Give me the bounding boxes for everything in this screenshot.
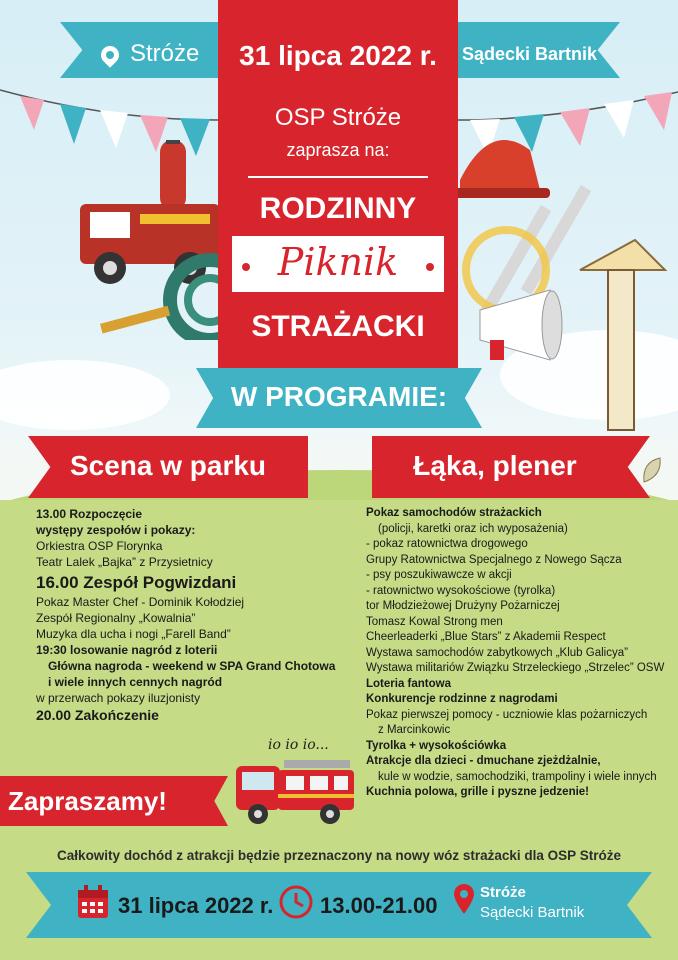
program-item: Loteria fantowa: [366, 677, 451, 690]
program-item: w przerwach pokazy iluzjonisty: [36, 691, 201, 705]
program-item: Pokaz Master Chef - Dominik Kołodziej: [36, 595, 245, 609]
leaf-icon: [640, 456, 664, 486]
section-title-left: Scena w parku: [69, 450, 267, 481]
section-title-right: Łąka, plener: [413, 450, 577, 481]
fire-truck-illustration: [70, 140, 230, 340]
program-item: 20.00 Zakończenie: [36, 707, 159, 723]
footer-date: 31 lipca 2022 r.: [118, 893, 274, 918]
program-item: Orkiestra OSP Florynka: [36, 539, 163, 553]
firefighter-gear-illustration: [450, 110, 678, 440]
truck-sound-text: io io io...: [268, 737, 329, 753]
location-pin-icon: [452, 882, 476, 916]
program-item: Zespół Regionalny „Kowalnia”: [36, 611, 196, 625]
right-program: [366, 506, 664, 801]
program-item: 13.00 Rozpoczęcie: [36, 507, 143, 521]
left-program: [36, 506, 335, 725]
program-item: kule w wodzie, samochodziki, trampoliny i wiele innych: [378, 770, 657, 783]
program-item: Cheerleaderki „Blue Stars” z Akademii Respect: [366, 631, 606, 643]
program-item: z Marcinkowic: [378, 724, 451, 736]
program-item: Atrakcje dla dzieci - dmuchane zjeżdżalnie,: [366, 755, 601, 767]
title-line2: Piknik: [277, 240, 399, 284]
program-item: Pokaz samochodów strażackich: [366, 507, 542, 519]
program-item: Pokaz pierwszej pomocy - uczniowie klas pożarniczych: [366, 708, 648, 721]
title-line3: STRAŻACKI: [251, 310, 425, 343]
program-item: Wystawa samochodów zabytkowych „Klub Galicya”: [366, 646, 628, 659]
program-item: Konkurencje rodzinne z nagrodami: [366, 693, 558, 705]
program-item: Grupy Ratownictwa Specjalnego z Nowego Sącza: [366, 553, 622, 566]
invites-text: zaprasza na:: [286, 140, 390, 160]
program-item: Kuchnia polowa, grille i pyszne jedzenie!: [366, 786, 590, 798]
footer-time: 13.00-21.00: [320, 893, 438, 918]
header-date: 31 lipca 2022 r.: [239, 40, 437, 71]
program-item: - psy poszukiwawcze w akcji: [366, 569, 512, 581]
program-item: Tomasz Kowal Strong men: [366, 615, 503, 628]
program-heading: W PROGRAMIE:: [230, 381, 448, 412]
program-item: - pokaz ratownictwa drogowego: [366, 538, 528, 550]
program-item: Muzyka dla ucha i nogi „Farell Band”: [36, 627, 231, 641]
program-item: 16.00 Zespół Pogwizdani: [36, 573, 237, 592]
program-item: Wystawa militariów Związku Strzeleckiego „Strzelec” OSW: [366, 662, 665, 674]
program-item: Główna nagroda - weekend w SPA Grand Chotowa: [48, 659, 336, 673]
program-item: Teatr Lalek „Bajka” z Przysietnicy: [36, 555, 213, 569]
program-item: 19:30 losowanie nagród z loterii: [36, 643, 218, 657]
organizer: OSP Stróże: [274, 104, 402, 131]
clock-icon: [278, 884, 314, 920]
program-item: Tyrolka + wysokościówka: [366, 739, 507, 752]
program-item: występy zespołów i pokazy:: [36, 523, 196, 537]
fire-truck-icon: [234, 756, 360, 828]
divider: [248, 176, 428, 178]
header-location: Stróże: [130, 40, 200, 67]
cloud: [0, 360, 170, 430]
footer-place-name: Stróże: [480, 884, 526, 901]
footer-place-detail: Sądecki Bartnik: [480, 904, 585, 921]
program-item: - ratownictwo wysokościowe (tyrolka): [366, 584, 556, 597]
title-line1: RODZINNY: [259, 192, 417, 225]
program-item: i wiele innych cennych nagród: [48, 675, 223, 689]
header-partner: Sądecki Bartnik: [462, 44, 598, 64]
proceeds-note: Całkowity dochód z atrakcji będzie przeznaczony na nowy wóz strażacki dla OSP Stróże: [57, 848, 621, 863]
program-item: tor Młodzieżowej Drużyny Pożarniczej: [366, 600, 560, 612]
program-item: (policji, karetki oraz ich wyposażenia): [378, 522, 568, 535]
invite-banner-label: Zapraszamy!: [8, 786, 167, 816]
calendar-icon: [76, 884, 110, 920]
